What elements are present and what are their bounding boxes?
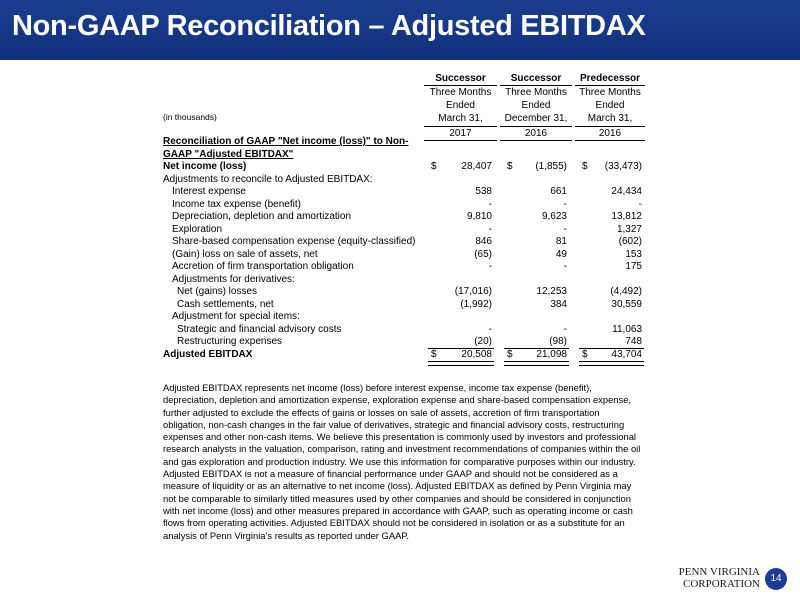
row-value: 49	[555, 248, 567, 260]
column-year: 2016	[500, 126, 572, 141]
currency-symbol: $	[582, 161, 588, 172]
section-title: Reconciliation of GAAP "Net income (loss)" to Non-	[163, 136, 409, 147]
table-row	[163, 224, 643, 237]
row-value: -	[488, 198, 492, 210]
table-row	[163, 249, 643, 262]
row-label: (Gain) loss on sale of assets, net	[172, 248, 318, 260]
company-logo	[670, 566, 760, 590]
column-period-line3: March 31,	[438, 113, 483, 124]
row-value: (65)	[474, 248, 492, 260]
row-value: 1,327	[616, 223, 642, 235]
row-value: (1,992)	[460, 298, 492, 310]
currency-symbol: $	[507, 348, 513, 360]
column-header-3	[575, 72, 645, 141]
logo-line2: CORPORATION	[682, 578, 760, 590]
row-value: -	[488, 223, 492, 235]
currency-symbol: $	[431, 161, 437, 172]
row-value: 28,407	[461, 161, 492, 172]
currency-symbol: $	[431, 348, 437, 360]
table-row	[163, 336, 643, 349]
column-header-1	[424, 72, 497, 141]
row-value: 11,063	[612, 323, 642, 335]
row-value: -	[563, 323, 567, 335]
row-value: 81	[555, 236, 567, 247]
column-year: 2017	[424, 126, 497, 141]
row-value: 9,810	[466, 211, 492, 222]
row-label: Adjustments for derivatives:	[172, 273, 295, 285]
row-value: 24,434	[611, 186, 642, 197]
section-title-line2	[163, 149, 643, 162]
column-period-line2: Ended	[446, 100, 475, 111]
row-value: (1,855)	[535, 161, 567, 172]
row-label: Adjustments to reconcile to Adjusted EBITDAX:	[163, 173, 373, 185]
row-value: 43,704	[611, 348, 642, 360]
row-value: 9,623	[541, 211, 567, 222]
row-value: -	[638, 198, 642, 210]
row-label: Restructuring expenses	[177, 336, 283, 347]
row-value: (20)	[474, 336, 492, 347]
row-value: -	[563, 261, 567, 272]
column-period-line1: Three Months	[579, 87, 641, 98]
row-label: Cash settlements, net	[177, 298, 274, 310]
row-value: (4,492)	[610, 286, 642, 297]
row-label: Adjustment for special items:	[172, 311, 300, 322]
row-label: Exploration	[172, 223, 223, 235]
row-value: -	[563, 223, 567, 235]
row-label: Income tax expense (benefit)	[172, 198, 301, 210]
reconciliation-table	[163, 136, 643, 361]
table-row	[163, 299, 643, 312]
column-year: 2016	[575, 126, 645, 141]
logo-line1: PENN VIRGINIA	[678, 566, 760, 578]
row-label: Interest expense	[172, 186, 246, 197]
row-value: (33,473)	[604, 161, 642, 172]
table-row	[163, 261, 643, 274]
units-label: (in thousands)	[163, 112, 217, 122]
row-label: Adjusted EBITDAX	[163, 348, 253, 360]
page-number-badge: 14	[765, 568, 787, 590]
column-period-line2: Ended	[521, 100, 551, 111]
title-banner	[0, 0, 800, 60]
row-value: 748	[625, 336, 642, 347]
table-row	[163, 174, 643, 187]
row-value: 153	[625, 248, 642, 260]
row-label: Net income (loss)	[163, 161, 247, 172]
section-title: GAAP "Adjusted EBITDAX"	[163, 148, 294, 160]
row-value: 20,508	[461, 348, 492, 360]
column-header-2	[500, 72, 572, 141]
table-row	[163, 286, 643, 299]
row-value: 175	[625, 261, 642, 272]
row-value: (17,016)	[454, 286, 492, 297]
footnote-paragraph: Adjusted EBITDAX represents net income (loss) before interest expense, income tax expense (benefit), depreciation, depletion and amortization expense, exploration expense and share-based compensation expense, further adjusted to exclude the effects of gains or losses on sale of assets, accretion of firm transportation obligation, non-cash changes in the fair value of derivatives, strategic and financial advisory costs, restructuring expenses and other non-cash items. We believe this presentation is commonly used by investors and professional research analysts in the valuation, comparison, rating and investment recommendations of companies within the oil and gas exploration and production industry. We use this information for comparative purposes within our industry. Adjusted EBITDAX is not a measure of financial performance under GAAP and should not be considered as a measure of liquidity or as an alternative to net income (loss). Adjusted EBITDAX as defined by Penn Virginia may not be comparable to similarly titled measures used by other companies and should be considered in conjunction with net income (loss) and other measures prepared in accordance with GAAP, such as operating income or cash flows from operating activities. Adjusted EBITDAX should not be considered in isolation or as a substitute for an analysis of Penn Virginia’s results as reported under GAAP.	[163, 382, 641, 541]
row-value: 30,559	[611, 298, 642, 310]
table-row	[163, 324, 643, 337]
row-label: Strategic and financial advisory costs	[177, 323, 342, 335]
row-value: 13,812	[611, 211, 642, 222]
currency-symbol: $	[507, 161, 513, 172]
row-value: 12,253	[536, 286, 567, 297]
column-status: Successor	[424, 72, 497, 86]
total-double-rule	[504, 361, 569, 366]
row-value: -	[488, 323, 492, 335]
row-label: Accretion of firm transportation obligation	[172, 261, 354, 272]
column-period-line3: March 31,	[587, 113, 633, 124]
total-double-rule	[579, 361, 644, 366]
table-body	[163, 161, 643, 361]
table-row	[163, 199, 643, 212]
column-period-line2: Ended	[595, 100, 625, 111]
row-value: -	[488, 261, 492, 272]
column-status: Predecessor	[575, 72, 645, 86]
column-status: Successor	[500, 72, 572, 86]
row-value: (602)	[618, 236, 642, 247]
page-title: Non-GAAP Reconciliation – Adjusted EBITDAX	[12, 10, 646, 42]
row-label: Net (gains) losses	[177, 286, 258, 297]
table-row	[163, 311, 643, 324]
row-value: 538	[475, 186, 492, 197]
table-row	[163, 186, 643, 199]
subtotal-rule	[428, 348, 494, 349]
table-row	[163, 236, 643, 249]
column-period-line3: December 31,	[504, 113, 568, 124]
row-value: -	[563, 198, 567, 210]
section-title-line1	[163, 136, 643, 149]
row-value: 846	[475, 236, 492, 247]
row-value: 21,098	[536, 348, 567, 360]
row-label: Share-based compensation expense (equity-classified)	[172, 236, 416, 247]
table-row	[163, 211, 643, 224]
row-value: 661	[550, 186, 567, 197]
row-label: Depreciation, depletion and amortization	[172, 211, 351, 222]
column-period-line1: Three Months	[429, 87, 492, 98]
table-row	[163, 349, 643, 362]
table-row	[163, 274, 643, 287]
row-value: 384	[550, 298, 567, 310]
row-value: (98)	[549, 336, 567, 347]
table-row	[163, 161, 643, 174]
currency-symbol: $	[582, 348, 588, 360]
column-period-line1: Three Months	[505, 87, 567, 98]
subtotal-rule	[504, 348, 569, 349]
subtotal-rule	[579, 348, 644, 349]
total-double-rule	[428, 361, 494, 366]
